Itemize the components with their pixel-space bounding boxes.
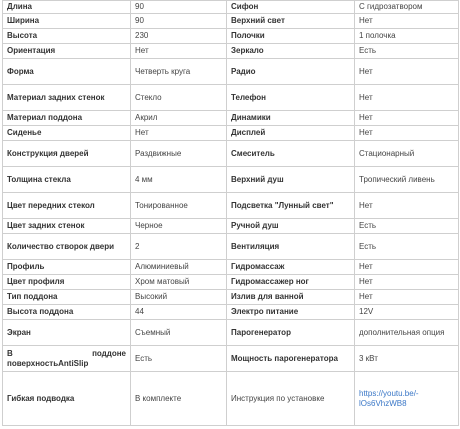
spec-value: Тонированное: [131, 193, 227, 219]
spec-value: Есть: [355, 44, 459, 59]
table-row: [3, 44, 459, 59]
spec-label: Зеркало: [227, 44, 355, 59]
spec-label: Форма: [3, 59, 131, 85]
spec-label: Материал задних стенок: [3, 85, 131, 111]
spec-value: Нет: [355, 126, 459, 141]
spec-value: Четверть круга: [131, 59, 227, 85]
spec-label: Профиль: [3, 260, 131, 275]
instruction-video-link[interactable]: https://youtu.be/-lOs6VhzWB8: [359, 388, 419, 408]
spec-value: Раздвижные: [131, 141, 227, 167]
spec-label: Гидромассажер ног: [227, 275, 355, 290]
table-row: [3, 346, 459, 372]
table-row: [3, 126, 459, 141]
spec-label: Высота: [3, 29, 131, 44]
spec-label: Экран: [3, 320, 131, 346]
table-row: [3, 85, 459, 111]
spec-value: дополнительная опция: [355, 320, 459, 346]
spec-value: Нет: [355, 14, 459, 29]
table-row: [3, 193, 459, 219]
spec-value: Есть: [355, 234, 459, 260]
spec-value: 4 мм: [131, 167, 227, 193]
spec-value: 90: [131, 14, 227, 29]
spec-label: Динамики: [227, 111, 355, 126]
spec-label: Тип поддона: [3, 290, 131, 305]
spec-value: С гидрозатвором: [355, 1, 459, 14]
table-row: [3, 14, 459, 29]
table-row: [3, 234, 459, 260]
spec-label: Вентиляция: [227, 234, 355, 260]
table-row: [3, 59, 459, 85]
spec-value: Хром матовый: [131, 275, 227, 290]
spec-label: Толщина стекла: [3, 167, 131, 193]
spec-value: 2: [131, 234, 227, 260]
table-row: [3, 320, 459, 346]
spec-label: Ширина: [3, 14, 131, 29]
spec-label: Количество створок двери: [3, 234, 131, 260]
spec-label: Радио: [227, 59, 355, 85]
spec-label: Полочки: [227, 29, 355, 44]
table-row: [3, 1, 459, 14]
instruction-label: Инструкция по установке: [227, 372, 355, 426]
spec-label: Излив для ванной: [227, 290, 355, 305]
spec-label: Подсветка "Лунный свет": [227, 193, 355, 219]
spec-label: Мощность парогенератора: [227, 346, 355, 372]
spec-label: Смеситель: [227, 141, 355, 167]
table-row: [3, 29, 459, 44]
table-row: [3, 141, 459, 167]
spec-label: Цвет задних стенок: [3, 219, 131, 234]
spec-value: Нет: [131, 126, 227, 141]
table-row: [3, 275, 459, 290]
spec-label: Гибкая подводка: [3, 372, 131, 426]
spec-value: Нет: [355, 85, 459, 111]
table-row: [3, 290, 459, 305]
spec-label: Конструкция дверей: [3, 141, 131, 167]
spec-value: Акрил: [131, 111, 227, 126]
spec-value: Есть: [355, 219, 459, 234]
spec-label: Ориентация: [3, 44, 131, 59]
spec-value: Высокий: [131, 290, 227, 305]
spec-value: Черное: [131, 219, 227, 234]
spec-label: Материал поддона: [3, 111, 131, 126]
spec-value: 3 кВт: [355, 346, 459, 372]
spec-value: 90: [131, 1, 227, 14]
table-row: [3, 111, 459, 126]
table-row: [3, 372, 459, 426]
spec-value: Нет: [355, 111, 459, 126]
spec-value: Алюминиевый: [131, 260, 227, 275]
spec-value: Стационарный: [355, 141, 459, 167]
spec-value: 12V: [355, 305, 459, 320]
spec-label: В поддоне поверхностьAntiSlip: [3, 346, 131, 372]
table-row: [3, 219, 459, 234]
spec-label: Цвет профиля: [3, 275, 131, 290]
spec-label: Ручной душ: [227, 219, 355, 234]
spec-value: Нет: [355, 59, 459, 85]
spec-label: Сифон: [227, 1, 355, 14]
spec-value: 44: [131, 305, 227, 320]
spec-label: Парогенератор: [227, 320, 355, 346]
spec-value: Нет: [355, 193, 459, 219]
spec-value: 1 полочка: [355, 29, 459, 44]
spec-value: Стекло: [131, 85, 227, 111]
table-row: [3, 167, 459, 193]
spec-value: Тропический ливень: [355, 167, 459, 193]
spec-value: Нет: [131, 44, 227, 59]
spec-label: Телефон: [227, 85, 355, 111]
spec-value: В комплекте: [131, 372, 227, 426]
spec-label: Сиденье: [3, 126, 131, 141]
spec-label: Длина: [3, 1, 131, 14]
spec-value: Есть: [131, 346, 227, 372]
spec-value: Нет: [355, 290, 459, 305]
spec-label: Электро питание: [227, 305, 355, 320]
spec-label: Высота поддона: [3, 305, 131, 320]
spec-value: Съемный: [131, 320, 227, 346]
spec-value: [355, 372, 459, 426]
specs-table: [2, 0, 459, 426]
spec-label: Верхний свет: [227, 14, 355, 29]
spec-label: Верхний душ: [227, 167, 355, 193]
spec-value: Нет: [355, 260, 459, 275]
spec-value: Нет: [355, 275, 459, 290]
spec-label: Цвет передних стекол: [3, 193, 131, 219]
spec-label: Дисплей: [227, 126, 355, 141]
spec-value: 230: [131, 29, 227, 44]
table-row: [3, 260, 459, 275]
spec-label: Гидромассаж: [227, 260, 355, 275]
table-row: [3, 305, 459, 320]
